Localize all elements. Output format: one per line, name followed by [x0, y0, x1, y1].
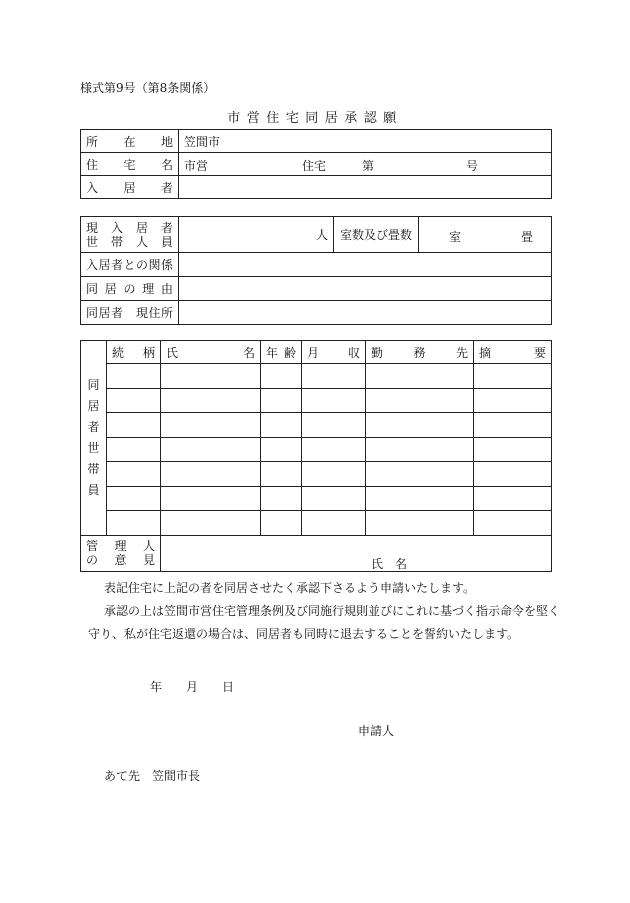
- table-row: [81, 364, 552, 389]
- cell-remarks[interactable]: [474, 462, 552, 487]
- form-number: 様式第9号（第8条関係）: [80, 81, 216, 95]
- cohabitant-table: [80, 340, 552, 572]
- table-row: [81, 153, 552, 176]
- pledge-line-2: 守り、私が住宅返還の場合は、同居者も同時に退去することを誓約いたします。: [88, 627, 520, 641]
- cell-name[interactable]: [161, 388, 261, 413]
- persons-unit: 人: [315, 228, 328, 242]
- cell-remarks[interactable]: [474, 437, 552, 462]
- cell-relation[interactable]: [107, 437, 161, 462]
- house-dai: 第: [362, 159, 375, 173]
- cell-income[interactable]: [302, 437, 366, 462]
- cell-age[interactable]: [261, 511, 302, 536]
- manager-name-label: 氏 名: [371, 556, 408, 571]
- cell-income[interactable]: [302, 388, 366, 413]
- rooms-cell[interactable]: [419, 217, 552, 253]
- resident-label: 入 居 者: [81, 176, 179, 199]
- cell-income[interactable]: [302, 364, 366, 389]
- cell-workplace[interactable]: [366, 437, 474, 462]
- table-row: [81, 176, 552, 199]
- table-row: [81, 301, 552, 325]
- location-label: 所 在 地: [81, 130, 179, 153]
- table-row: [81, 217, 552, 253]
- cell-workplace[interactable]: [366, 486, 474, 511]
- rooms-label: 室数及び畳数: [334, 217, 419, 253]
- cell-relation[interactable]: [107, 486, 161, 511]
- address-label: 同居者 現住所: [81, 301, 179, 325]
- reason-value[interactable]: [179, 277, 552, 301]
- cell-name[interactable]: [161, 437, 261, 462]
- table-header-row: [81, 341, 552, 364]
- cohabitant-side-label: [81, 341, 107, 536]
- cell-relation[interactable]: [107, 388, 161, 413]
- side-char: 同: [87, 377, 100, 392]
- cell-remarks[interactable]: [474, 388, 552, 413]
- table-row: [81, 130, 552, 153]
- application-statement: 表記住宅に上記の者を同居させたく承認下さるよう申請いたします。: [104, 581, 476, 595]
- cell-relation[interactable]: [107, 511, 161, 536]
- rooms-shitsu: 室: [449, 230, 462, 244]
- cell-workplace[interactable]: [366, 462, 474, 487]
- header-remarks: 摘 要: [474, 341, 552, 364]
- document-title: 市営住宅同居承認願: [227, 111, 403, 126]
- house-mid: 住宅: [302, 159, 327, 173]
- relation-label: 入居者との関係: [81, 253, 179, 277]
- rooms-jo: 畳: [521, 230, 534, 244]
- header-workplace: 勤 務 先: [366, 341, 474, 364]
- table-row: [81, 437, 552, 462]
- table-row: [81, 388, 552, 413]
- header-name: 氏 名: [161, 341, 261, 364]
- cell-age[interactable]: [261, 388, 302, 413]
- manager-label-line2: の 意 見: [86, 553, 155, 567]
- household-label-line2: 世 帯 人 員: [86, 234, 173, 249]
- household-label-line1: 現 入 居 者: [86, 220, 173, 235]
- addressee: あて先 笠間市長: [104, 769, 201, 783]
- table-row: [81, 277, 552, 301]
- cell-income[interactable]: [302, 511, 366, 536]
- cell-age[interactable]: [261, 413, 302, 438]
- cell-workplace[interactable]: [366, 413, 474, 438]
- cell-workplace[interactable]: [366, 388, 474, 413]
- table-row: [81, 462, 552, 487]
- header-income: 月 収: [302, 341, 366, 364]
- manager-opinion-value[interactable]: [161, 535, 552, 571]
- cell-income[interactable]: [302, 462, 366, 487]
- cell-age[interactable]: [261, 486, 302, 511]
- house-name-value[interactable]: [179, 153, 552, 176]
- manager-label-line1: 管 理 人: [86, 539, 155, 553]
- pledge-line-1: 承認の上は笠間市営住宅管理条例及び同施行規則並びにこれに基づく指示命令を堅く: [104, 604, 561, 618]
- cell-relation[interactable]: [107, 364, 161, 389]
- resident-value[interactable]: [179, 176, 552, 199]
- household-label: [81, 217, 179, 253]
- side-char: 世: [87, 440, 100, 455]
- cell-name[interactable]: [161, 462, 261, 487]
- house-name-label: 住 宅 名: [81, 153, 179, 176]
- cell-remarks[interactable]: [474, 511, 552, 536]
- cell-age[interactable]: [261, 437, 302, 462]
- household-table: [80, 216, 552, 325]
- side-char: 員: [87, 482, 100, 497]
- cell-name[interactable]: [161, 413, 261, 438]
- side-char: 居: [87, 398, 100, 413]
- house-go: 号: [466, 159, 479, 173]
- header-age: 年齢: [261, 341, 302, 364]
- cell-relation[interactable]: [107, 413, 161, 438]
- cell-remarks[interactable]: [474, 486, 552, 511]
- persons-cell[interactable]: [179, 217, 334, 253]
- reason-label: 同 居 の 理 由: [81, 277, 179, 301]
- house-prefix: 市営: [184, 159, 209, 173]
- cell-relation[interactable]: [107, 462, 161, 487]
- cell-workplace[interactable]: [366, 511, 474, 536]
- cell-name[interactable]: [161, 364, 261, 389]
- relation-value[interactable]: [179, 253, 552, 277]
- manager-opinion-label: [81, 535, 161, 571]
- manager-opinion-row: [81, 535, 552, 571]
- address-value[interactable]: [179, 301, 552, 325]
- table-row: [81, 511, 552, 536]
- cell-income[interactable]: [302, 413, 366, 438]
- cell-remarks[interactable]: [474, 364, 552, 389]
- cell-age[interactable]: [261, 364, 302, 389]
- side-char: 者: [87, 419, 100, 434]
- header-relation: 続 柄: [107, 341, 161, 364]
- table-row: [81, 413, 552, 438]
- applicant-label: 申請人: [358, 724, 395, 738]
- cell-name[interactable]: [161, 511, 261, 536]
- table-row: [81, 253, 552, 277]
- date-line[interactable]: 年 月 日: [150, 680, 235, 694]
- cell-remarks[interactable]: [474, 413, 552, 438]
- cell-name[interactable]: [161, 486, 261, 511]
- cell-income[interactable]: [302, 486, 366, 511]
- property-table: [80, 129, 552, 199]
- cell-age[interactable]: [261, 462, 302, 487]
- side-char: 帯: [87, 461, 100, 476]
- location-value[interactable]: 笠間市: [179, 130, 552, 153]
- cell-workplace[interactable]: [366, 364, 474, 389]
- table-row: [81, 486, 552, 511]
